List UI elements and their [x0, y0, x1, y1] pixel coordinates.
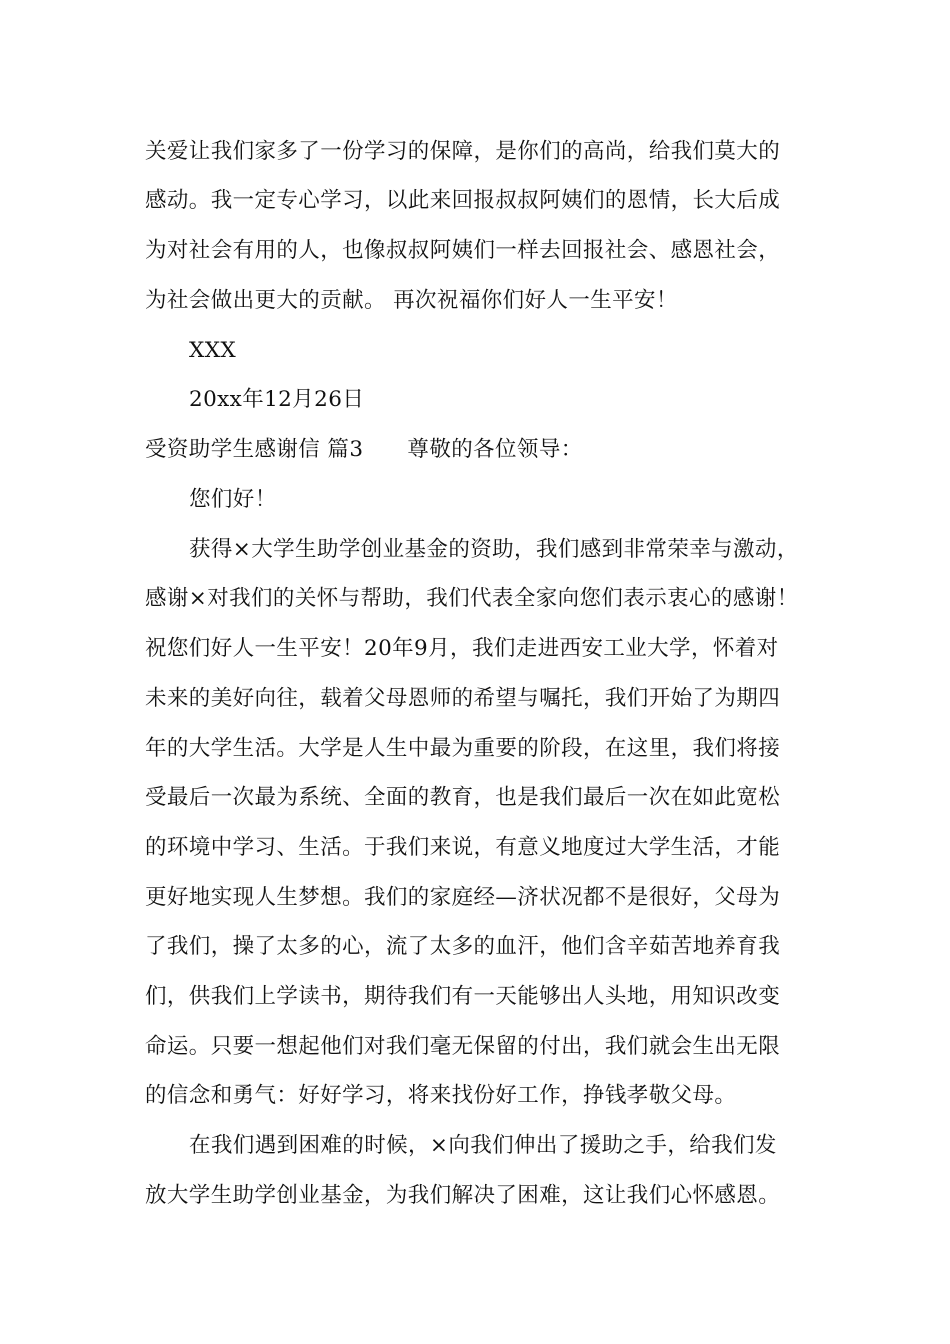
body-line: 为社会做出更大的贡献。 再次祝福你们好人一生平安！ — [145, 288, 678, 313]
letter-date: 20xx年12月26日 — [189, 387, 365, 412]
body-line: 更好地实现人生梦想。我们的家庭经—济状况都不是很好，父母为 — [145, 885, 781, 910]
section-heading — [145, 435, 583, 465]
body-line: 放大学生助学创业基金，为我们解决了困难，这让我们心怀感恩。 — [145, 1183, 781, 1208]
body-line: 感谢×对我们的关怀与帮助，我们代表全家向您们表示衷心的感谢！ — [145, 586, 799, 611]
greeting: 您们好！ — [189, 487, 277, 512]
body-line: 为对社会有用的人，也像叔叔阿姨们一样去回报社会、感恩社会， — [145, 238, 781, 263]
section-title: 受资助学生感谢信 篇3 — [145, 437, 364, 462]
body-line: 了我们，操了太多的心，流了太多的血汗，他们含辛茹苦地养育我 — [145, 934, 781, 959]
body-line: 年的大学生活。大学是人生中最为重要的阶段，在这里，我们将接 — [145, 736, 781, 761]
body-line: 受最后一次最为系统、全面的教育，也是我们最后一次在如此宽松 — [145, 785, 781, 810]
body-line: 未来的美好向往，载着父母恩师的希望与嘱托，我们开始了为期四 — [145, 686, 781, 711]
body-line: 在我们遇到困难的时候，×向我们伸出了援助之手，给我们发 — [189, 1133, 777, 1158]
salutation: 尊敬的各位领导： — [407, 437, 583, 462]
body-line: 们，供我们上学读书，期待我们有一天能够出人头地，用知识改变 — [145, 984, 781, 1009]
body-line: 祝您们好人一生平安！20年9月，我们走进西安工业大学，怀着对 — [145, 636, 779, 661]
body-line: 的信念和勇气：好好学习，将来找份好工作，挣钱孝敬父母。 — [145, 1083, 737, 1108]
body-line: 感动。我一定专心学习，以此来回报叔叔阿姨们的恩情，长大后成 — [145, 188, 781, 213]
body-line: 获得×大学生助学创业基金的资助，我们感到非常荣幸与激动， — [189, 537, 799, 562]
signature: XXX — [189, 338, 237, 363]
body-line: 命运。只要一想起他们对我们毫无保留的付出，我们就会生出无限 — [145, 1034, 781, 1059]
body-line: 关爱让我们家多了一份学习的保障，是你们的高尚，给我们莫大的 — [145, 139, 781, 164]
body-line: 的环境中学习、生活。于我们来说，有意义地度过大学生活，才能 — [145, 835, 781, 860]
